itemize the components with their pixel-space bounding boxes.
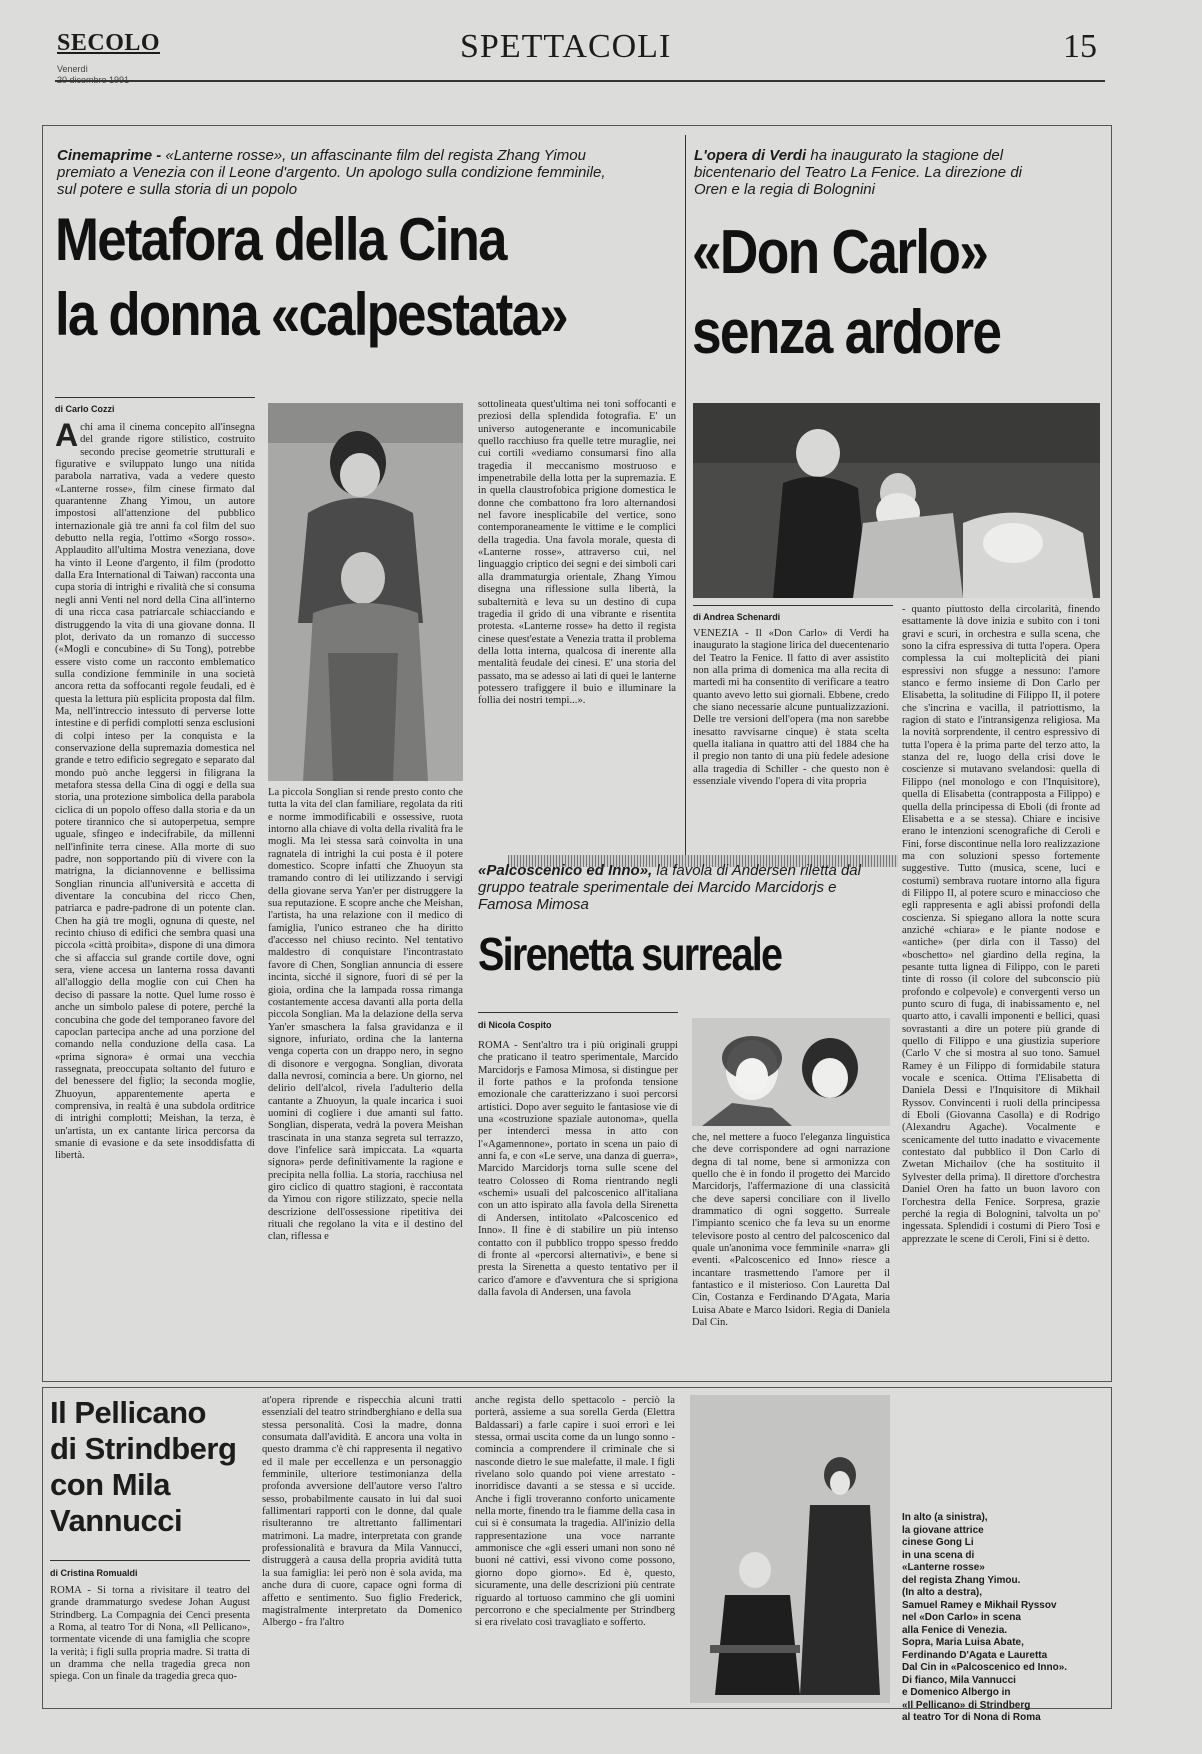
doncarlo-body-col1 <box>693 628 889 835</box>
caption-line: Sopra, Maria Luisa Abate, <box>902 1637 1024 1648</box>
caption-line: in una scena di <box>902 1549 975 1561</box>
sirenetta-body-col1 <box>478 1040 678 1375</box>
lanterne-body-col2 <box>268 787 463 1377</box>
pellicano-photo-image <box>690 1395 890 1703</box>
sirenetta-kicker-text: la favola di Andersen riletta dal gruppo teatrale sperimentale dei Marcido Marcidorjs e Famosa Mimosa <box>478 862 861 913</box>
caption-line: Ferdinando D'Agata e Lauretta <box>902 1649 1048 1661</box>
lanterne-body-col2-text: La piccola Songlian si rende presto conto che tutta la vita del clan familiare, regolata da riti e norme immodificabili e ossessive, ruota intorno alla chiave di volta della rivalità fra le mogli. Ma lei stessa sarà coinvolta in una ragnatela di intrighi la cui posta è il potere domestico. Scopre infatti che Zhuoyun sta tramando contro di lei utilizzando i servigi della giovane serva Yan'er per distruggere la sua reputazione. E scopre anche che Meishan, l'artista, ha una relazione con il medico di famiglia, l'unico estraneo che ha diritto d'accesso nel chiuso recinto. Nel tentativo maldestro di conquistare l'incontrastato favore di Chen, Songlian annuncia di essere incinta, sicché il signore, fuori di sé per la gioia, ordina che la lampada rossa rimanga costantemente accesa davanti alla porta della piccola Songlian. Ma la delazione della serva Yan'er smaschera la falsa gravidanza e il signore, infuriato, ordina che la lanterna venga coperta con un drappo nero, in segno di disonore e vergogna. Songlian, divorata dalla nevrosi, comincia a bere. Un giorno, nel delirio dell'alcol, rivela l'adulterio della cantante a Zhuoyun, la quale incarica i suoi uomini di coglierе i due amanti sul fatto. Songlian, disperata, vedrà la povera Meishan trascinata in una stanza segreta sul terrazzo, dove l'infelice sarà impiccata. La «quarta signora» perde definitivamente la ragione e precipita nella follia. La storia, racchiusa nel giro ciclico di quattro stagioni, è raccontata da Yimou con rigore stilizzato, specie nella descrizione dell'ossessione ripetitiva dei rituali che regolano la vita e il destino del clan, riflessa e <box>268 787 463 1243</box>
sirenetta-body-col1-text: ROMA - Sent'altro tra i più originali gruppi che praticano il teatro sperimentale, Marcido Marcidorjs e Famosa Mimosa, si distingue per il forte pathos e la profonda tensione emozionale che caratterizzano i suoi percorsi artistici. Dopo aver seguito le fantasiose vie di una «costruzione spaziale autonoma», quella per intenderci messa in atto con l'«Agamennone», portato in scena un paio di anni fa, e con «Le serve, una danza di guerra», Marcido Marcidorjs torna sulle scene del teatro Colosseo di Roma rientrando negli «schemi» usuali del palcoscenico all'italiana con un atto ispirato alla favola della Sirenetta di Andersen, intitolato «Palcoscenico ed Inno». Il fine è di stabilire un più intenso contatto con il pubblico troppo spesso freddo di fronte al «percorsi alternativi», e bene si presta la Sirenetta a questo tentativo per il carico d'amore e d'avventura che si sprigiona dalla favola di Andersen, una favola <box>478 1040 678 1298</box>
pellicano-body-col1 <box>50 1585 250 1703</box>
lanterne-body-col1 <box>55 422 255 1377</box>
caption-line: «Il Pellicano» di Strindberg <box>902 1699 1031 1711</box>
lanterne-byline-rule <box>55 397 255 398</box>
lanterne-body-col3-text: sottolineata quest'ultima nei toni soffocanti e preziosi della splendida fotografia. E' un universo autogenerante e incomunicabile quello racchiuso fra quelle tetre muraglie, nei cui cortili «vediamo consumarsi fino alla tragedia il meccanismo mostruoso e impenetrabile della lotta per la supremazia. E in quella claustrofobica prigione domestica le donne che combattono fra loro alternandosi nel favore inesplicabile del vertice, sono contemporaneamente le vittime e le complici della tragedia. Una favola morale, questa di «Lanterne rosse», attraverso cui, nel linguaggio criptico dei segni e dei simboli cari alla drammaturgia orientale, Zhang Yimou disegna una riflessione sulla libertà, la subalternità e leva su un destino di cupa tragedia il grido di una vibrante e risentita protesta. «Lanterne rosse» ha detto il regista cinese quest'estate a Venezia tratta il problema della lotta interna, qualcosa di inerente alla mentalità feudale dei cinesi. E' una storia del passato, ma se adesso ai lati di quei le lanterne potessero trafiggere il buio e illuminare la follia dei nostri tempi...». <box>478 399 676 707</box>
lanterne-body-col3 <box>478 399 676 839</box>
sirenetta-photo-image <box>692 1018 890 1126</box>
lanterne-headline-line1: Metafora della Cina <box>55 206 506 273</box>
pellicano-body-col2 <box>262 1395 462 1703</box>
sirenetta-kicker <box>478 862 878 913</box>
doncarlo-body-col2 <box>902 604 1100 1379</box>
pellicano-body-col3-text: anche regista dello spettacolo - perciò la porterà, assieme a sua sorella Gerda (Elettra Baldassari) a farle capire i suoi errori e lei stessa, ormai uscita come da un lungo sonno - comincia a comprendere il criminale che si nasconde dietro le sue malefatte, il male. I figli rivelano solo quando poi viene arrestato - inorridisce davanti a se stessa e si uccide. Anche i figli troveranno conforto unicamente nella morte, finendo tra le fiamme della casa in cui si è consumata la tragedia. All'inizio della rappresentazione una voce narrante ammonisce che «gli esseri umani non sono né buoni né cattivi, essi vivono come possono, giorno dopo giorno». Ed è, questo, sicuramente, una delle descrizioni più centrate riguardo al tortuoso cammino che gli uomini percorrono e che specialmente per Strindberg si era rivelato così travagliato e sofferto. <box>475 1395 675 1629</box>
pellicano-body-col1-text: ROMA - Si torna a rivisitare il teatro del grande drammaturgo svedese Johan August Strindberg. La Compagnia dei Cenci presenta a Roma, al teatro Tor di Nona, «Il Pellicano», tormentate vicende di una famiglia che scopre la verità; i figli sulla propria madre. Si tratta di un dramma che nella tragedia greca non spiega. Con un finale da tragedia greca quo- <box>50 1585 250 1683</box>
sirenetta-body-col2-text: che, nel mettere a fuoco l'eleganza linguistica che deve corrispondere ad ogni narrazione degna di tal nome, bene si armonizza con quello che è in fondo il progetto dei Marcido Marcidorjs, l'affermazione di una classicità che deve sapersi conciliare con il livello drammatico di ogni soggetto. Surreale l'impianto scenico che fa leva su un enorme televisore posto al centro del palcoscenico dal quale un'anonima voce femminile «narra» gli eventi. «Palcoscenico ed Inno» riesce a incantare trasmettendo l'amore per il fantastico e il misterioso. Con Lauretta Dal Cin, Costanza e Ferdinando D'Agata, Maria Luisa Abate e Marco Isidori. Regia di Daniela Dal Cin. <box>692 1132 890 1329</box>
caption-line: alla Fenice di Venezia. <box>902 1624 1008 1636</box>
lanterne-kicker-lead: Cinemaprime - <box>57 147 162 164</box>
caption-line: la giovane attrice <box>902 1524 984 1536</box>
pellicano-headline <box>50 1395 250 1539</box>
caption-line: e Domenico Albergo in <box>902 1687 1011 1698</box>
pellicano-byline-rule <box>50 1560 250 1561</box>
pellicano-headline-line2: di Strindberg <box>50 1431 237 1466</box>
column-divider <box>685 135 686 860</box>
issue-date <box>57 64 129 86</box>
pellicano-body-col3 <box>475 1395 675 1703</box>
lanterne-kicker-text: «Lanterne rosse», un affascinante film del regista Zhang Yimou premiato a Venezia con il Leone d'argento. Un apologo sulla condizione femminile, sul potere e sulla storia di un popolo <box>57 147 606 198</box>
doncarlo-headline-line1: «Don Carlo» <box>692 218 988 287</box>
caption-line: al teatro Tor di Nona di Roma <box>902 1712 1041 1723</box>
caption-line: Dal Cin in «Palcoscenico ed Inno». <box>902 1662 1068 1673</box>
pellicano-photo <box>690 1395 890 1703</box>
caption-line: nel «Don Carlo» in scena <box>902 1612 1021 1623</box>
doncarlo-kicker-lead: L'opera di Verdi <box>694 147 807 164</box>
issue-weekday: Venerdì <box>57 64 89 74</box>
section-title: SPETTACOLI <box>460 28 672 65</box>
sirenetta-byline: di Nicola Cospito <box>478 1020 552 1030</box>
page-number: 15 <box>1063 28 1097 65</box>
pellicano-headline-line4: Vannucci <box>50 1503 183 1538</box>
sirenetta-photo <box>692 1018 890 1126</box>
masthead-rule <box>55 80 1105 82</box>
doncarlo-headline-line2: senza ardore <box>692 298 1001 367</box>
caption-line: In alto (a sinistra), <box>902 1512 988 1523</box>
lanterne-photo <box>268 403 463 781</box>
caption-line: (In alto a destra), <box>902 1587 983 1598</box>
sirenetta-kicker-lead: «Palcoscenico ed Inno», <box>478 862 653 879</box>
newspaper-logo: SECOLO <box>57 30 161 56</box>
lanterne-byline: di Carlo Cozzi <box>55 404 115 414</box>
caption-line: del regista Zhang Yimou. <box>902 1574 1021 1586</box>
sirenetta-body-col2 <box>692 1132 890 1377</box>
caption-line: Samuel Ramey e Mikhail Ryssov <box>902 1599 1057 1611</box>
caption-line: «Lanterne rosse» <box>902 1562 985 1573</box>
doncarlo-kicker-text: ha inaugurato la stagione del bicentenario del Teatro La Fenice. La direzione di Oren e la regia di Bolognini <box>694 147 1022 198</box>
pellicano-byline: di Cristina Romualdi <box>50 1568 138 1578</box>
doncarlo-byline-rule <box>693 605 893 606</box>
caption-line: Di fianco, Mila Vannucci <box>902 1674 1016 1686</box>
pellicano-headline-line1: Il Pellicano <box>50 1395 206 1430</box>
caption-line: cinese Gong Li <box>902 1537 974 1548</box>
doncarlo-body-col1-text: VENEZIA - Il «Don Carlo» di Verdi ha inaugurato la stagione lirica del duecentenario del Teatro la Fenice. Il fatto di aver assistito non alla prima di domenica ma alla recita di martedì mi ha consentito di verificare a teatro quanto avevo letto sui giornali. Ebbene, credo che siano necessarie alcune puntualizzazioni. Delle tre versioni dell'opera (ma non sarebbe inesatto ravvisarne cinque) è stata scelta quella italiana in quattro atti del 1884 che ha il pregio non tanto di una più fedele adesione alla tragedia di Schiller - che questo non è essenziale vivendo l'opera di vita propria <box>693 628 889 788</box>
doncarlo-body-col2-text: - quanto piuttosto della circolarità, finendo esattamente là dove inizia e subito con i toni gravi e scuri, in orchestra e sulla scena, che sono la cifra espressiva di tutta l'opera. Opera complessa la cui molteplicità dei piani espressivi non sfugge a nessuno: l'amore stanco e fermo insieme di Don Carlo per Elisabetta, la solitudine di Filippo II, il potere che s'incrina e vacilla, il patriottismo, la ragion di stato e l'intransigenza religiosa. Ma la novità sorprendente, il centro espressivo di tutta l'opera è la prima parte del terzo atto, la stanza del re, luogo della crisi dove le coscienze si mutavano svelandosi: quella di Filippo (nel monologo e con l'Inquisitore), quella di Elisabetta (contrapposta a Filippo) e quella della principessa di Eboli (di fronte ad Elisabetta e a se stessa). Chiare e incisive erano le intenzioni scenografiche di Ceroli e Fini, forse discontinue nella loro realizzazione ma con soluzioni spesso fortemente suggestive. Tutto (musica, scene, luci e costumi) sembrava ruotare intorno alla figura di Filippo II, al potere scuro e minaccioso che egli rappresenta e agli abissi profondi della coscienza. Si spiegano allora la notte scura anziché «chiara» e le piante nodose e «antiche» (per dirla con il Tasso) del «boschetto» nel giardino della regina, la pesante tutta lignea di Filippo, con le pareti tinte di rosso (il colore del subconscio più profondo e colpevole) e convergenti verso un punto scuro di fuga, di inabissamento e, nel quarto atto, i cavalli imponenti e bellici, quasi sovrastanti a dire un potere più grande di quello di Filippo e una giustizia superiore (Carlo V che si mostra al suo tono. Samuel Ramey è un Filippo di formidabile statura vocale e scenica. Ottima l'Elisabetta di Daniela Dessì e l'Inquisitore di Mikhail Ryssov. Convincenti i ruoli della principessa di Eboli (Giovanna Casolla) e di Rodrigo (Alexandru Agache). Vocalmente e scenicamente del tutto inadatto e vivacemente contestato dal pubblico il Don Carlo di Zwetan Michailov (che ha sostituito il Sylvester della prima). Il direttore d'orchestra Daniel Oren ha fatto un buon lavoro con l'orchestra della Fenice. Sorpresa, grazie perché la regia di Bolognini, talvolta un po' ingessata. Splendidi i costumi di Piero Tosi e apprezzate le scene di Ceroli, Fini si è detto. <box>902 604 1100 1245</box>
sirenetta-byline-rule <box>478 1012 678 1013</box>
lanterne-kicker <box>57 147 617 198</box>
pellicano-body-col2-text: at'opera riprende e rispecchia alcuni tratti essenziali del teatro strindberghiano e della sua stessa personalità. Così la madre, donna consumata dall'avidità. E ancora una volta in questo dramma c'è chi rappresenta il negativo ed il male per eccellenza e un personaggio femminile, ulteriore testimonianza della profonda avversione dell'autore verso l'altro sesso, probabilmente causato in lui dal suoi fallimentari rapporti con le donne, dal quale risulteranno tre altrettanto fallimentari matrimoni. La madre, interpretata con grande professionalità e bravura da Mila Vannucci, distruggerà a causa della propria avidità tutta la sua famiglia: lei però non è sola avida, ma anche dura di cuore, capace ogni forma di affetto e sentimento. Suo figlio Frederick, magistralmente interpretato da Domenico Albergo - fra l'altro <box>262 1395 462 1629</box>
lanterne-body-col1-text: chi ama il cinema concepito all'insegna del grande rigore stilistico, costruito secondo precise geometrie strutturali e figurative e sviluppato lungo una nitida parabola narrativa, vada a vedere questo «Lanterne rosse», film cinese firmato dal quarantenne Zhang Yimou, un autore impostosi all'attenzione del pubblico internazionale già tre anni fa col film del suo debutto nella regia, l'ottimo «Sorgo rosso». Applaudito all'ultima Mostra veneziana, dove ha vinto il Leone d'argento, il film (prodotto dalla Era International di Taiwan) racconta una cupa storia di intrighi e rivalità che si consuma negli anni Venti nel nord della Cina all'interno di una ricca casa patriarcale schiacciando e distruggendo la vita di una giovane donna. Il plot, derivato da un romanzo di successo («Mogli e concubine» di Su Tong), potrebbe essere visto come un racconto emblematico sulla condizione femminile in una società ancora retta da soffocanti regole feudali, ed è questa la lettura più esplicita proposta dal film. Ma, nell'intreccio intessuto di perverse lotte intestine e di perfidi complotti senza esclusioni di colpi inteso per la conquista e la conservazione della supremazia domestica nel grande e tetro edificio segregato e separato dal mondo può anche leggersi in filigrana la metafora stessa della Cina di oggi e della sua storia, una protezione simbolica della parabola ciclica di un popolo offeso dalla storia e da un potere tirannico che si autoperpetua, sempre uguale, sfingeo e indecifrabile, da millenni nell'infinite terra cinese. Alla morte di suo padre, non sopportando più di vivere con la matrigna, la diciannovenne e bellissima Songlian rinuncia all'università e accetta di diventare la concubina del ricco Chen, patriarca e padre-padrone di un potente clan. Chen ha già tre mogli, ognuna di queste, nel recinto chiuso di edifici che sembra quasi una piccola «città proibita», dispone di una dimora che si affaccia sul grande cortile dove, ogni sera, viene accesa un lanterna rossa davanti all'alloggio della moglie con cui Chen ha deciso di passare la notte. Quel lume rosso è anche un simbolo palese di potere, perché la concubina che gode del temporaneo favore del capoclan partecipa anche ad una porzione del comando nella conduzione della casa. La «prima signora» è ormai una vecchia rassegnata, preoccupata soltanto del futuro e del benessere del figlio; la seconda moglie, Zhuoyun, apparentemente aperta e comprensiva, in realtà è una subdola orditrice di intrighi complotti; Meishan, la terza, è un'artista, un ex cantante lirica percorsa da smanie di evasione e da sete insoddisfatta di libertà. <box>55 422 255 1162</box>
doncarlo-byline: di Andrea Schenardi <box>693 612 781 622</box>
lanterne-photo-image <box>268 403 463 781</box>
lanterne-dropcap: A <box>55 422 79 453</box>
pellicano-headline-line3: con Mila <box>50 1467 171 1502</box>
doncarlo-photo <box>693 403 1100 598</box>
doncarlo-photo-image <box>693 403 1100 598</box>
sirenetta-headline: Sirenetta surreale <box>478 928 782 980</box>
photo-caption <box>902 1512 1102 1725</box>
doncarlo-kicker <box>694 147 1024 198</box>
lanterne-headline-line2: la donna «calpestata» <box>55 281 567 348</box>
